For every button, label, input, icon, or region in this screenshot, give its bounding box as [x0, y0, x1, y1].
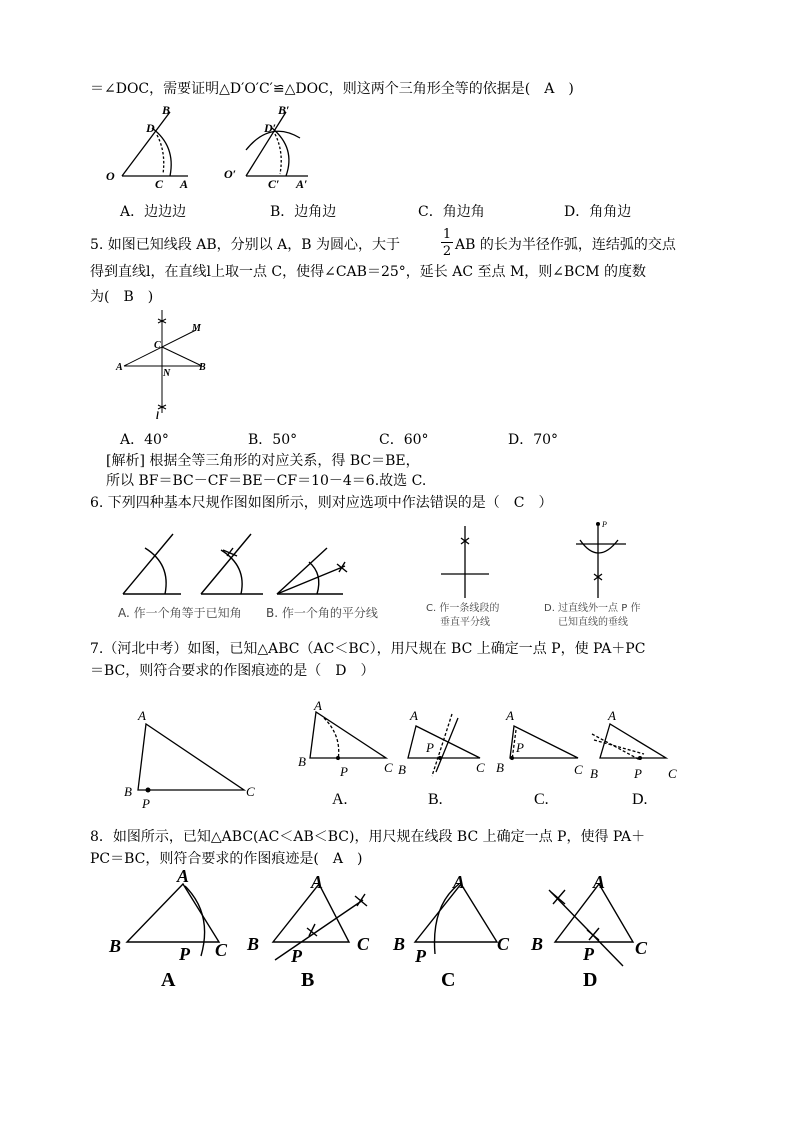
- q7-option-a: A.: [332, 791, 348, 808]
- q4-label-B: B: [162, 103, 171, 117]
- q7-a-label-P: P: [340, 764, 348, 779]
- q7-c-label-A: A: [506, 708, 514, 723]
- q5-figure: [110, 305, 220, 425]
- q8-option-b: B: [301, 969, 315, 991]
- q4-label-B2: B′: [278, 103, 290, 117]
- q4-label-A2: A′: [296, 177, 308, 191]
- q5-line1-post: AB 的长为半径作弧，连结弧的交点: [455, 237, 676, 253]
- q5-frac-den: 2: [442, 244, 452, 259]
- q8-c-label-P: P: [415, 946, 426, 966]
- q4-option-a: A．边边边: [120, 204, 187, 220]
- q7-d-label-A: A: [608, 708, 616, 723]
- q8-b-label-C: C: [357, 934, 370, 954]
- q7-option-b: B.: [428, 791, 443, 808]
- q4-option-c: C．角边角: [418, 204, 485, 220]
- q7-b-label-P: P: [426, 740, 434, 755]
- q8-option-c: C: [441, 969, 456, 991]
- q5-label-M: M: [192, 323, 201, 334]
- q7-c-label-B: B: [496, 760, 504, 775]
- q8-a-label-A: A: [177, 866, 190, 886]
- q5-frac-num: 1: [442, 227, 452, 242]
- q7-b-label-C: C: [476, 760, 485, 775]
- q4-label-O: O: [106, 169, 115, 183]
- q6-question: 6. 下列四种基本尺规作图如图所示，则对应选项中作法错误的是（ C ）: [90, 495, 553, 511]
- q5-analysis-2: 所以 BF＝BC－CF＝BE－CF＝10－4＝6.故选 C.: [106, 473, 427, 489]
- q8-d-label-C: C: [635, 938, 648, 958]
- q5-analysis-1: [解析] 根据全等三角形的对应关系，得 BC＝BE，: [106, 453, 420, 469]
- q8-b-label-A: A: [311, 872, 324, 892]
- q8-figure: [105, 862, 665, 992]
- q5-option-b: B．50°: [248, 432, 298, 448]
- q7-option-c: C.: [534, 791, 549, 808]
- q4-label-D2: D′: [264, 121, 277, 135]
- q5-line3: 为( B ): [90, 289, 154, 305]
- q8-b-label-B: B: [247, 934, 260, 954]
- q8-d-label-P: P: [583, 944, 594, 964]
- q8-a-label-B: B: [109, 936, 122, 956]
- q6-label-P: P: [602, 520, 607, 529]
- q8-c-label-C: C: [497, 934, 510, 954]
- q4-label-C2: C′: [268, 177, 280, 191]
- q7-line1: 7.（河北中考）如图，已知△ABC（AC＜BC），用尺规在 BC 上确定一点 P，使 PA＋PC: [90, 641, 646, 657]
- q5-frac-bar: [441, 242, 453, 243]
- q5-label-B: B: [199, 362, 206, 373]
- q6-caption-a: A. 作一个角等于已知角: [118, 606, 242, 620]
- q7-line2: ＝BC，则符合要求的作图痕迹的是（ D ）: [90, 663, 375, 679]
- q5-option-a: A．40°: [120, 432, 169, 448]
- q8-a-label-C: C: [215, 940, 228, 960]
- q4-figure: [100, 100, 330, 195]
- q4-label-O2: O′: [224, 167, 237, 181]
- q4-intro: ＝∠DOC，需要证明△D′O′C′≌△DOC，则这两个三角形全等的依据是( A ): [90, 81, 574, 97]
- q6-figure-c: [435, 520, 495, 600]
- q7-main-label-B: B: [124, 784, 132, 799]
- q7-option-d: D.: [632, 791, 648, 808]
- q4-label-C: C: [155, 177, 164, 191]
- q5-option-d: D．70°: [508, 432, 559, 448]
- q7-b-label-B: B: [398, 762, 406, 777]
- q8-option-a: A: [161, 969, 176, 991]
- q7-main-label-P: P: [142, 796, 150, 811]
- q4-option-b: B．边角边: [270, 204, 337, 220]
- q5-label-l: l: [156, 411, 159, 422]
- q7-c-label-P: P: [516, 740, 524, 755]
- q8-c-label-B: B: [393, 934, 406, 954]
- q6-caption-d1: D. 过直线外一点 P 作: [544, 603, 641, 614]
- q7-b-label-A: A: [410, 708, 418, 723]
- q8-line1: 8．如图所示，已知△ABC(AC＜AB＜BC)，用尺规在线段 BC 上确定一点 P，使得 PA＋: [90, 829, 646, 845]
- q7-d-label-B: B: [590, 766, 598, 781]
- q8-d-label-B: B: [531, 934, 544, 954]
- q6-caption-b: B. 作一个角的平分线: [266, 606, 378, 620]
- q5-line2: 得到直线l，在直线l上取一点 C，使得∠CAB＝25°，延长 AC 至点 M，则∠BCM 的度数: [90, 264, 647, 280]
- q6-figure-d: [570, 518, 630, 600]
- q7-a-label-A: A: [314, 698, 322, 713]
- q6-caption-d2: 已知直线的垂线: [558, 617, 628, 628]
- q6-caption-c1: C. 作一条线段的: [426, 603, 500, 614]
- q5-option-c: C．60°: [379, 432, 429, 448]
- q8-line2: PC＝BC，则符合要求的作图痕迹是( A ): [90, 851, 363, 867]
- q6-caption-c2: 垂直平分线: [440, 617, 490, 628]
- q5-label-A: A: [116, 362, 123, 373]
- q8-option-d: D: [583, 969, 598, 991]
- q4-option-d: D．角角边: [564, 204, 632, 220]
- q5-line1-pre: 5. 如图已知线段 AB，分别以 A，B 为圆心，大于: [90, 237, 400, 253]
- q7-main-label-C: C: [246, 784, 255, 799]
- q7-a-label-B: B: [298, 754, 306, 769]
- q8-a-label-P: P: [179, 944, 190, 964]
- q6-figure-ab: [115, 520, 355, 600]
- q8-b-label-P: P: [291, 946, 302, 966]
- q8-d-label-A: A: [593, 872, 606, 892]
- q4-label-D: D: [146, 121, 155, 135]
- q8-c-label-A: A: [453, 872, 466, 892]
- q7-main-label-A: A: [138, 708, 146, 723]
- q7-c-label-C: C: [574, 762, 583, 777]
- q7-d-label-C: C: [668, 766, 677, 781]
- q7-figure: [110, 700, 700, 815]
- q4-label-A: A: [180, 177, 189, 191]
- q5-label-N: N: [163, 368, 171, 379]
- q7-d-label-P: P: [634, 766, 642, 781]
- q5-label-C: C: [154, 340, 161, 351]
- q7-a-label-C: C: [384, 760, 393, 775]
